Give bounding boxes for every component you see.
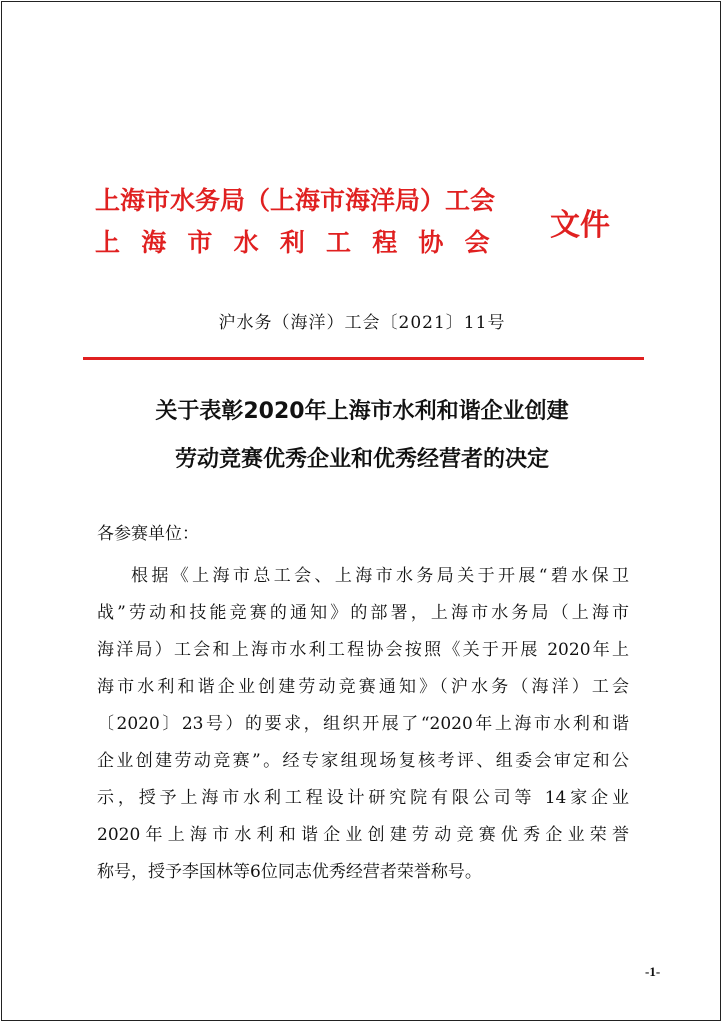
- document-header: [95, 186, 635, 266]
- body-line: 称号，授予李国林等6位同志优秀经营者荣誉称号。: [97, 862, 482, 882]
- body-line: 根据《上海市总工会、上海市水务局关于开展“碧水保卫: [131, 566, 629, 586]
- body-line: 战”劳动和技能竞赛的通知》的部署，上海市水务局（上海市: [97, 603, 629, 623]
- document-title-line-1: 关于表彰2020年上海市水利和谐企业创建: [155, 399, 569, 424]
- issuing-organization-2: 上海市水利工程协会: [95, 228, 511, 257]
- body-line: 海市水利和谐企业创建劳动竞赛通知》（沪水务（海洋）工会: [97, 677, 629, 697]
- page-number: -1-: [645, 964, 661, 979]
- document-number: 沪水务（海洋）工会〔2021〕11号: [218, 313, 506, 333]
- body-line: 2020年上海市水利和谐企业创建劳动竞赛优秀企业荣誉: [97, 825, 629, 845]
- document-title-line-2: 劳动竞赛优秀企业和优秀经营者的决定: [174, 447, 549, 472]
- salutation: 各参赛单位：: [97, 524, 199, 544]
- document-label: 文件: [550, 208, 610, 243]
- body-line: 〔2020〕23号）的要求，组织开展了“2020年上海市水利和谐: [97, 714, 629, 734]
- red-divider: [83, 357, 644, 360]
- body-line: 企业创建劳动竞赛”。经专家组现场复核考评、组委会审定和公: [97, 751, 629, 771]
- body-line: 海洋局）工会和上海市水利工程协会按照《关于开展 2020年上: [97, 640, 629, 660]
- body-line: 示，授予上海市水利工程设计研究院有限公司等 14家企业: [97, 788, 629, 808]
- issuing-organization-1: 上海市水务局（上海市海洋局）工会: [95, 186, 496, 215]
